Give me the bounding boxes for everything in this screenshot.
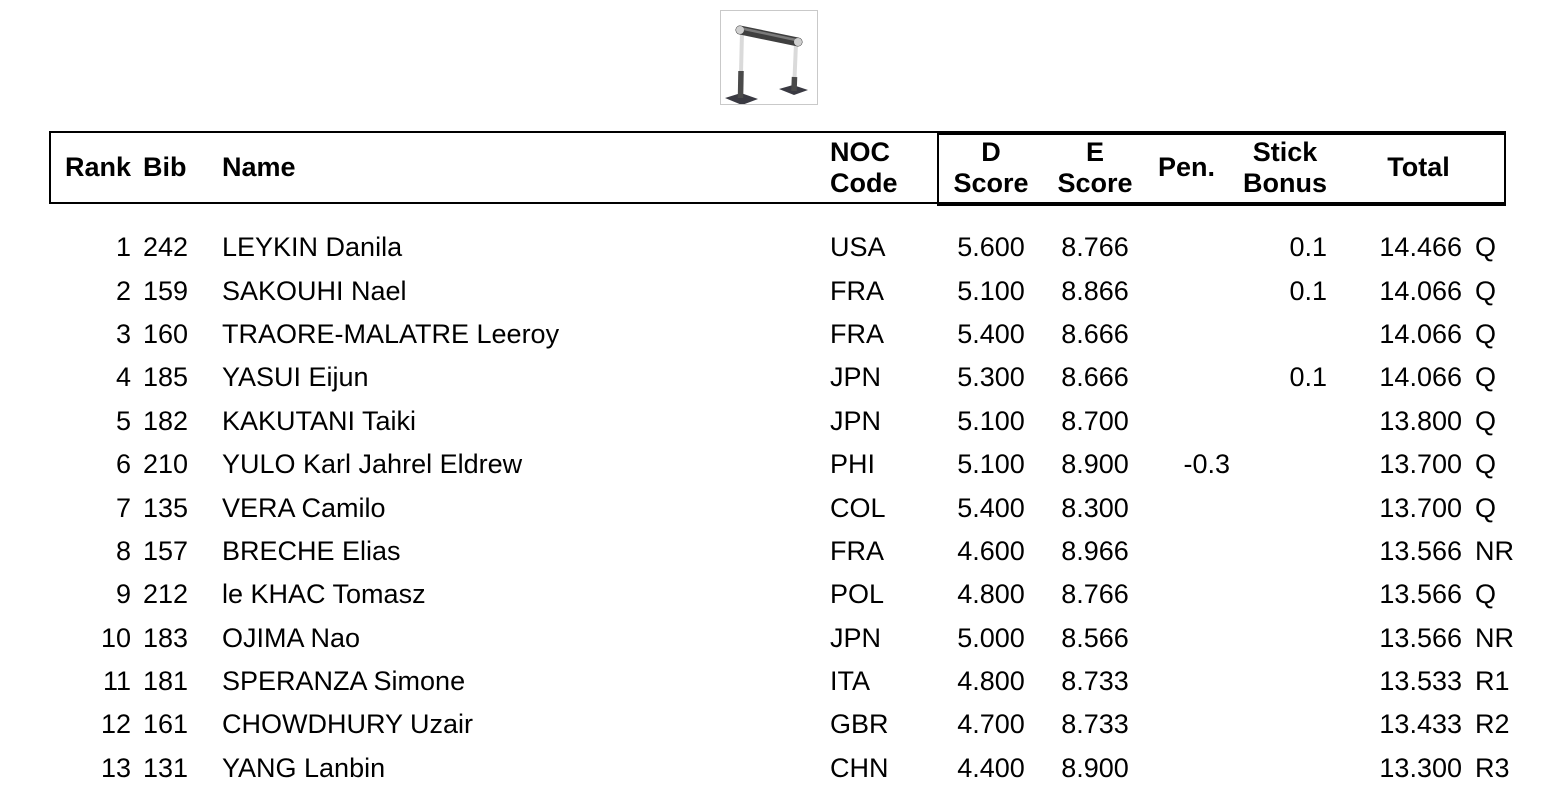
stick-bonus-cell: 0.1 (1289, 275, 1327, 306)
total-score: 13.700 (1379, 449, 1462, 480)
stick-bonus-cell: 0.1 (1289, 362, 1327, 393)
header-e-line2: Score (1057, 167, 1133, 198)
header-d-score (930, 137, 1052, 199)
qualification-mark: R1 (1475, 666, 1510, 697)
table-row (0, 356, 1552, 399)
total-score: 13.700 (1379, 492, 1462, 523)
total-score: 13.566 (1379, 579, 1462, 610)
rank-cell: 9 (115, 579, 131, 610)
rank-cell: 4 (115, 362, 131, 393)
noc-code-cell: FRA (830, 535, 884, 566)
e-score-cell: 8.666 (1061, 318, 1129, 349)
table-row (0, 313, 1552, 356)
header-e-score (1052, 137, 1138, 199)
results-rows (0, 226, 1552, 790)
total-cell (1335, 579, 1552, 610)
total-cell (1335, 449, 1552, 480)
rank-cell: 3 (115, 318, 131, 349)
header-noc-line1: NOC (830, 136, 890, 167)
header-d-line2: Score (953, 167, 1029, 198)
total-cell (1335, 753, 1552, 784)
rank-cell: 7 (115, 492, 131, 523)
table-row (0, 617, 1552, 660)
noc-code-cell: COL (830, 492, 886, 523)
total-cell (1335, 536, 1552, 567)
qualification-mark: NR (1475, 622, 1514, 653)
athlete-name-cell: CHOWDHURY Uzair (222, 709, 474, 740)
total-cell (1335, 232, 1552, 263)
total-score: 13.533 (1379, 666, 1462, 697)
bib-cell: 185 (143, 362, 189, 393)
bib-cell: 159 (143, 275, 189, 306)
stick-bonus-cell: 0.1 (1289, 232, 1327, 263)
d-score-cell: 4.400 (957, 752, 1025, 783)
table-row (0, 443, 1552, 486)
bib-cell: 242 (143, 232, 189, 263)
header-stick-line1: Stick (1252, 136, 1318, 167)
header-pen: Pen. (1157, 152, 1216, 182)
rank-cell: 5 (115, 405, 131, 436)
header-noc-code (824, 137, 930, 199)
bib-cell: 183 (143, 622, 189, 653)
rank-cell: 1 (115, 232, 131, 263)
bib-cell: 182 (143, 405, 189, 436)
header-stick-line2: Bonus (1243, 167, 1327, 198)
bib-cell: 135 (143, 492, 189, 523)
bib-cell: 160 (143, 318, 189, 349)
d-score-cell: 4.800 (957, 579, 1025, 610)
noc-code-cell: CHN (830, 752, 889, 783)
d-score-cell: 4.600 (957, 535, 1025, 566)
rank-cell: 12 (100, 709, 131, 740)
qualification-mark: R3 (1475, 752, 1510, 783)
d-score-cell: 5.100 (957, 449, 1025, 480)
table-row (0, 703, 1552, 746)
total-score: 14.066 (1379, 318, 1462, 349)
table-row (0, 486, 1552, 529)
rank-cell: 8 (115, 535, 131, 566)
qualification-mark: Q (1475, 318, 1497, 349)
header-e-line1: E (1085, 136, 1104, 167)
athlete-name-cell: YULO Karl Jahrel Eldrew (222, 449, 523, 480)
noc-code-cell: ITA (830, 666, 870, 697)
total-score: 14.466 (1379, 232, 1462, 263)
qualification-mark: Q (1475, 492, 1497, 523)
bib-cell: 210 (143, 449, 189, 480)
e-score-cell: 8.766 (1061, 579, 1129, 610)
athlete-name-cell: LEYKIN Danila (222, 232, 403, 263)
athlete-name-cell: le KHAC Tomasz (222, 579, 426, 610)
noc-code-cell: JPN (830, 405, 882, 436)
table-row (0, 747, 1552, 790)
e-score-cell: 8.300 (1061, 492, 1129, 523)
total-cell (1335, 623, 1552, 654)
noc-code-cell: FRA (830, 318, 884, 349)
qualification-mark: R2 (1475, 709, 1510, 740)
rank-cell: 2 (115, 275, 131, 306)
qualification-mark: Q (1475, 232, 1497, 263)
d-score-cell: 5.600 (957, 232, 1025, 263)
rank-cell: 13 (100, 752, 131, 783)
noc-code-cell: USA (830, 232, 886, 263)
table-row (0, 530, 1552, 573)
athlete-name-cell: KAKUTANI Taiki (222, 405, 417, 436)
d-score-cell: 5.400 (957, 318, 1025, 349)
total-cell (1335, 709, 1552, 740)
header-rank: Rank (64, 152, 131, 182)
noc-code-cell: PHI (830, 449, 876, 480)
total-cell (1335, 493, 1552, 524)
e-score-cell: 8.733 (1061, 709, 1129, 740)
bib-cell: 212 (143, 579, 189, 610)
e-score-cell: 8.733 (1061, 666, 1129, 697)
athlete-name-cell: TRAORE-MALATRE Leeroy (222, 318, 560, 349)
bib-cell: 131 (143, 752, 189, 783)
athlete-name-cell: YANG Lanbin (222, 752, 386, 783)
qualification-mark: Q (1475, 275, 1497, 306)
total-cell (1335, 666, 1552, 697)
total-score: 13.433 (1379, 709, 1462, 740)
noc-code-cell: POL (830, 579, 885, 610)
qualification-mark: Q (1475, 405, 1497, 436)
d-score-cell: 4.800 (957, 666, 1025, 697)
athlete-name-cell: SPERANZA Simone (222, 666, 466, 697)
total-score: 13.300 (1379, 752, 1462, 783)
rank-cell: 11 (102, 666, 131, 697)
qualification-mark: Q (1475, 449, 1497, 480)
e-score-cell: 8.566 (1061, 622, 1129, 653)
athlete-name-cell: BRECHE Elias (222, 535, 401, 566)
total-score: 14.066 (1379, 362, 1462, 393)
apparatus-icon-box (720, 10, 818, 105)
athlete-name-cell: VERA Camilo (222, 492, 386, 523)
parallel-bars-icon (721, 11, 817, 104)
bib-cell: 157 (143, 535, 189, 566)
total-cell (1335, 406, 1552, 437)
d-score-cell: 5.300 (957, 362, 1025, 393)
total-score: 13.566 (1379, 535, 1462, 566)
e-score-cell: 8.866 (1061, 275, 1129, 306)
d-score-cell: 4.700 (957, 709, 1025, 740)
noc-code-cell: JPN (830, 622, 882, 653)
header-total: Total (1387, 152, 1450, 182)
e-score-cell: 8.700 (1061, 405, 1129, 436)
noc-code-cell: JPN (830, 362, 882, 393)
table-header-row (0, 131, 1552, 204)
header-noc-line2: Code (830, 167, 898, 198)
e-score-cell: 8.900 (1061, 449, 1129, 480)
athlete-name-cell: YASUI Eijun (222, 362, 369, 393)
rank-cell: 10 (100, 622, 131, 653)
table-row (0, 400, 1552, 443)
rank-cell: 6 (115, 449, 131, 480)
d-score-cell: 5.000 (957, 622, 1025, 653)
qualification-mark: NR (1475, 535, 1514, 566)
e-score-cell: 8.766 (1061, 232, 1129, 263)
header-bib: Bib (143, 152, 187, 182)
table-row (0, 660, 1552, 703)
e-score-cell: 8.966 (1061, 535, 1129, 566)
total-score: 14.066 (1379, 275, 1462, 306)
penalty-cell: -0.3 (1183, 449, 1230, 480)
d-score-cell: 5.400 (957, 492, 1025, 523)
athlete-name-cell: OJIMA Nao (222, 622, 361, 653)
header-name: Name (222, 152, 296, 182)
qualification-mark: Q (1475, 579, 1497, 610)
table-row (0, 269, 1552, 312)
table-row (0, 573, 1552, 616)
qualification-mark: Q (1475, 362, 1497, 393)
bib-cell: 161 (143, 709, 189, 740)
total-cell (1335, 362, 1552, 393)
noc-code-cell: GBR (830, 709, 889, 740)
total-cell (1335, 319, 1552, 350)
header-d-line1: D (981, 136, 1001, 167)
noc-code-cell: FRA (830, 275, 884, 306)
bib-cell: 181 (143, 666, 189, 697)
athlete-name-cell: SAKOUHI Nael (222, 275, 407, 306)
total-score: 13.566 (1379, 622, 1462, 653)
d-score-cell: 5.100 (957, 275, 1025, 306)
total-cell (1335, 276, 1552, 307)
total-score: 13.800 (1379, 405, 1462, 436)
e-score-cell: 8.900 (1061, 752, 1129, 783)
d-score-cell: 5.100 (957, 405, 1025, 436)
e-score-cell: 8.666 (1061, 362, 1129, 393)
table-row (0, 226, 1552, 269)
